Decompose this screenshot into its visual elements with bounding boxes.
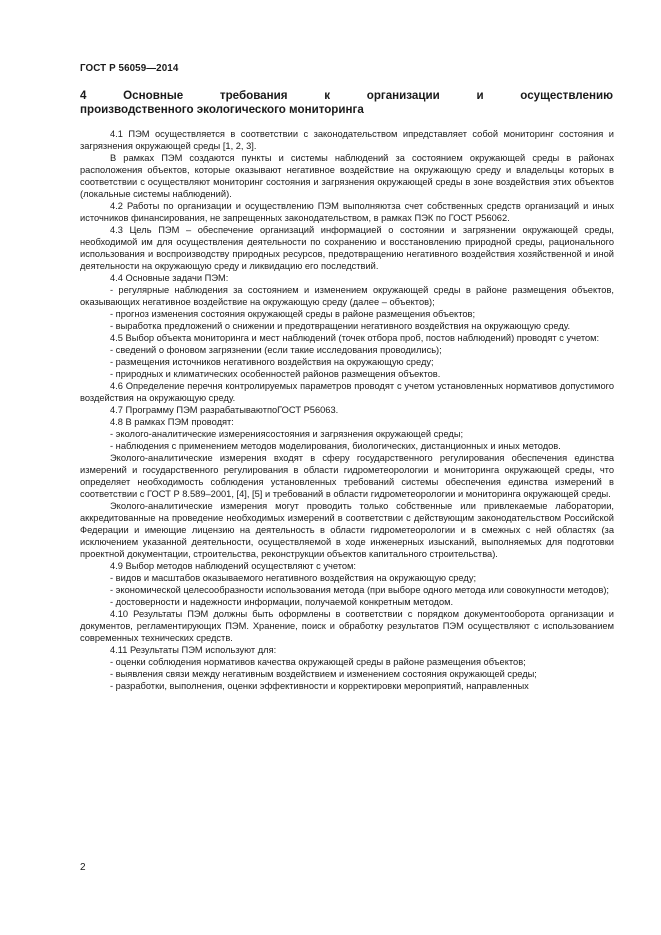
paragraph: В рамках ПЭМ создаются пункты и системы наблюдений за состоянием окружающей среды в районах расположения объектов, которые оказывают негативное воздействие на окружающую среду и владельцы которых в соответствии с осуществляют мониторинг состояния и загрязнения окружающей среды в зоне воздействия этих объектов (локальные системы наблюдений). <box>80 153 614 199</box>
paragraph: 4.8 В рамках ПЭМ проводят: <box>110 417 234 427</box>
paragraph: 4.5 Выбор объекта мониторинга и мест наблюдений (точек отбора проб, постов наблюдений) проводят с учетом: <box>110 333 600 343</box>
section-title-line-1: 4 Основные требования к организации и осуществлению <box>80 89 613 102</box>
list-item: - природных и климатических особенностей районов размещения объектов. <box>110 369 441 379</box>
list-item: - разработки, выполнения, оценки эффективности и корректировки мероприятий, направленных <box>110 681 529 691</box>
paragraph: 4.11 Результаты ПЭМ используют для: <box>110 645 277 655</box>
paragraph: Эколого-аналитические измерения могут проводить только собственные или привлекаемые лаборатории, аккредитованные на проведение необходимых измерений в соответствии с действующим законодательством Российской Федерации и имеющие лицензию на деятельность в области гидрометеорологии и в смежных с ней областях (за исключением указанной деятельности, осуществляемой в ходе инженерных изысканий, выполняемых для подготовки проектной документации, строительства, реконструкции объектов капитального строительства). <box>80 501 614 559</box>
paragraph: 4.10 Результаты ПЭМ должны быть оформлены в соответствии с порядком документооборота организации и документов, регламентирующих ПЭМ. Хранение, поиск и обработку результатов ПЭМ осуществляют с использованием современных технических средств. <box>80 609 614 643</box>
list-item: - экономической целесообразности использования метода (при выборе одного метода или совокупности методов); <box>110 585 610 595</box>
paragraph: 4.2 Работы по организации и осуществлению ПЭМ выполняютза счет собственных средств организаций и иных источников финансирования, не запрещенных законодательством, в рамках ПЭК по ГОСТ Р56062. <box>80 201 614 223</box>
list-item: - наблюдения с применением методов моделирования, биологических, дистанционных и иных методов. <box>110 441 561 451</box>
paragraph: 4.9 Выбор методов наблюдений осуществляют с учетом: <box>110 561 356 571</box>
list-item: - достоверности и надежности информации, получаемой конкретным методом. <box>110 597 454 607</box>
list-item: - выявления связи между негативным воздействием и изменением состояния окружающей среды; <box>110 669 537 679</box>
paragraph: 4.6 Определение перечня контролируемых параметров проводят с учетом установленных нормативов допустимого воздействия на окружающую среду. <box>80 381 614 403</box>
list-item: - размещения источников негативного воздействия на окружающую среду; <box>110 357 434 367</box>
section-title-line-2: производственного экологического мониторинга <box>80 103 364 116</box>
paragraph: 4.3 Цель ПЭМ – обеспечение организаций информацией о состоянии и загрязнении окружающей среды, необходимой им для осуществления деятельности по сохранению и восстановлению природной среды, рационального использования и воспроизводству природных ресурсов, предотвращению негативного воздействия хозяйственной и иной деятельности на окружающую среду и ликвидацию его последствий. <box>80 225 614 271</box>
list-item: - оценки соблюдения нормативов качества окружающей среды в районе размещения объектов; <box>110 657 526 667</box>
paragraph: Эколого-аналитические измерения входят в сферу государственного регулирования обеспечения единства измерений и государственного регулирования в области гидрометеорологии и мониторинга окружающей среды, что определяет необходимость соблюдения установленных требований системы обеспечения единства измерений в соответствии с ГОСТ Р 8.589–2001, [4], [5] и требований в области гидрометеорологии и мониторинга окружающей среды. <box>80 453 614 499</box>
list-item: - выработка предложений о снижении и предотвращении негативного воздействия на окружающую среду. <box>110 321 571 331</box>
paragraph: 4.1 ПЭМ осуществляется в соответствии с законодательством ипредставляет собой мониторинг состояния и загрязнения окружающей среды [1, 2, 3]. <box>80 129 614 151</box>
list-item: - прогноз изменения состояния окружающей среды в районе размещения объектов; <box>110 309 476 319</box>
page-number: 2 <box>80 862 86 873</box>
list-item: - видов и масштабов оказываемого негативного воздействия на окружающую среду; <box>110 573 477 583</box>
list-item: - регулярные наблюдения за состоянием и изменением окружающей среды в районе размещения объектов, оказывающих негативное воздействие на окружающую среду (далее – объектов); <box>80 285 614 307</box>
list-item: - сведений о фоновом загрязнении (если такие исследования проводились); <box>110 345 442 355</box>
document-body <box>80 128 614 692</box>
paragraph: 4.4 Основные задачи ПЭМ: <box>110 273 229 283</box>
paragraph: 4.7 Программу ПЭМ разрабатываютпоГОСТ Р56063. <box>110 405 339 415</box>
standard-header: ГОСТ Р 56059—2014 <box>80 63 179 74</box>
list-item: - эколого-аналитические измерениясостояния и загрязнения окружающей среды; <box>110 429 464 439</box>
section-title <box>80 89 613 117</box>
